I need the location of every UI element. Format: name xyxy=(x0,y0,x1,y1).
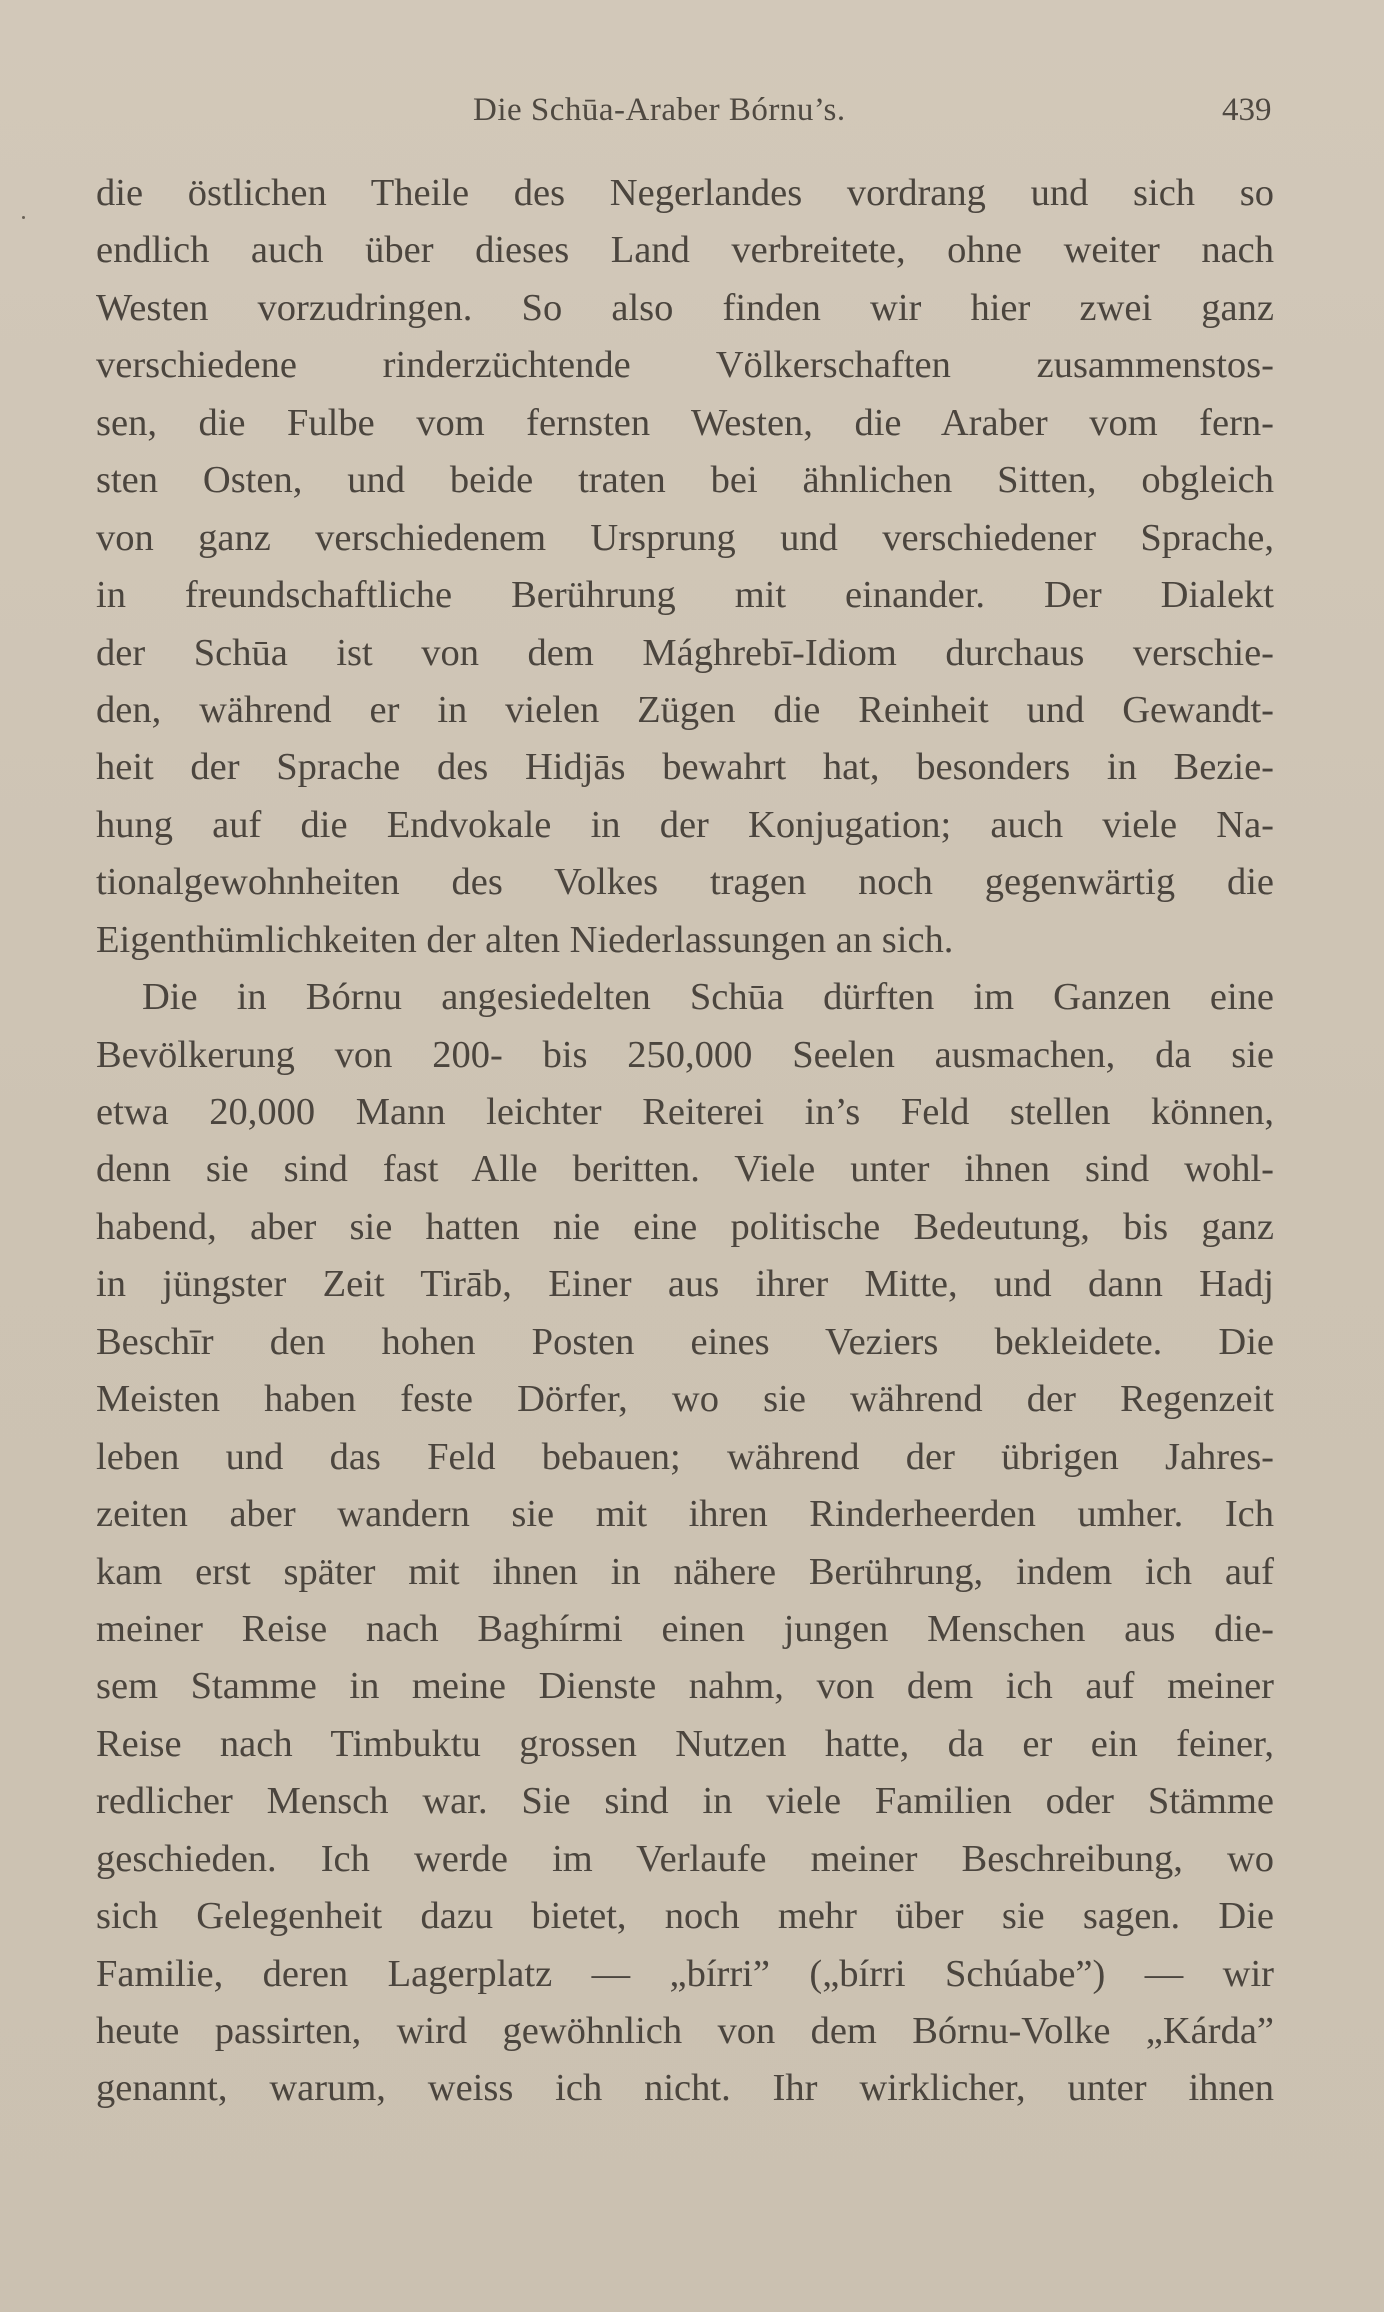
running-head xyxy=(0,92,1384,132)
text-line: leben und das Feld bebauen; während der übrigen Jahres- xyxy=(96,1435,1274,1478)
margin-speck xyxy=(22,216,25,219)
text-line: geschieden. Ich werde im Verlaufe meiner Beschreibung, wo xyxy=(96,1837,1274,1880)
text-line: kam erst später mit ihnen in nähere Berührung, indem ich auf xyxy=(96,1550,1274,1593)
text-line: etwa 20,000 Mann leichter Reiterei in’s Feld stellen können, xyxy=(96,1091,1274,1133)
text-line: von ganz verschiedenem Ursprung und verschiedener Sprache, xyxy=(96,516,1274,559)
text-line: zeiten aber wandern sie mit ihren Rinderheerden umher. Ich xyxy=(96,1493,1274,1536)
text-line: in freundschaftliche Berührung mit einander. Der Dialekt xyxy=(96,574,1274,617)
text-line: habend, aber sie hatten nie eine politische Bedeutung, bis ganz xyxy=(96,1205,1274,1248)
text-line: Die in Bórnu angesiedelten Schūa dürften im Ganzen eine xyxy=(142,976,1274,1019)
running-title: Die Schūa-Araber Bórnu’s. xyxy=(473,92,846,128)
text-line: sten Osten, und beide traten bei ähnlichen Sitten, obgleich xyxy=(96,459,1274,502)
text-line: genannt, warum, weiss ich nicht. Ihr wirklicher, unter ihnen xyxy=(96,2067,1274,2110)
text-line: Beschīr den hohen Posten eines Veziers bekleidete. Die xyxy=(96,1320,1274,1363)
text-line: Westen vorzudringen. So also finden wir hier zwei ganz xyxy=(96,286,1274,329)
text-line: der Schūa ist von dem Mághrebī-Idiom durchaus verschie- xyxy=(96,631,1274,674)
text-line: sen, die Fulbe vom fernsten Westen, die Araber vom fern- xyxy=(96,401,1274,444)
text-line: Bevölkerung von 200- bis 250,000 Seelen ausmachen, da sie xyxy=(96,1033,1274,1076)
text-line: verschiedene rinderzüchtende Völkerschaften zusammenstos- xyxy=(96,344,1274,387)
body-text xyxy=(96,165,1274,2118)
text-line: Familie, deren Lagerplatz — „bírri” („bírri Schúabe”) — wir xyxy=(96,1952,1274,1995)
text-line: Eigenthümlichkeiten der alten Niederlassungen an sich. xyxy=(96,918,954,961)
text-line: denn sie sind fast Alle beritten. Viele unter ihnen sind wohl- xyxy=(96,1148,1274,1191)
text-line: endlich auch über dieses Land verbreitete, ohne weiter nach xyxy=(96,229,1274,272)
text-line: heute passirten, wird gewöhnlich von dem Bórnu-Volke „Kárda” xyxy=(96,2010,1274,2052)
text-line: redlicher Mensch war. Sie sind in viele Familien oder Stämme xyxy=(96,1780,1274,1823)
text-line: Meisten haben feste Dörfer, wo sie während der Regenzeit xyxy=(96,1378,1274,1421)
text-line: heit der Sprache des Hidjās bewahrt hat, besonders in Bezie- xyxy=(96,746,1274,789)
text-line: sem Stamme in meine Dienste nahm, von dem ich auf meiner xyxy=(96,1665,1274,1708)
page-number: 439 xyxy=(1222,92,1272,128)
text-line: in jüngster Zeit Tirāb, Einer aus ihrer Mitte, und dann Hadj xyxy=(96,1263,1274,1306)
paragraph-2 xyxy=(96,969,1274,2118)
text-line: sich Gelegenheit dazu bietet, noch mehr über sie sagen. Die xyxy=(96,1895,1274,1938)
text-line: Reise nach Timbuktu grossen Nutzen hatte, da er ein feiner, xyxy=(96,1722,1274,1765)
text-line: hung auf die Endvokale in der Konjugation; auch viele Na- xyxy=(96,803,1274,846)
text-line: tionalgewohnheiten des Volkes tragen noch gegenwärtig die xyxy=(96,861,1274,904)
text-line: die östlichen Theile des Negerlandes vordrang und sich so xyxy=(96,172,1274,214)
text-line: meiner Reise nach Baghírmi einen jungen Menschen aus die- xyxy=(96,1607,1274,1650)
paragraph-1 xyxy=(96,165,1274,969)
text-line: den, während er in vielen Zügen die Reinheit und Gewandt- xyxy=(96,688,1274,731)
